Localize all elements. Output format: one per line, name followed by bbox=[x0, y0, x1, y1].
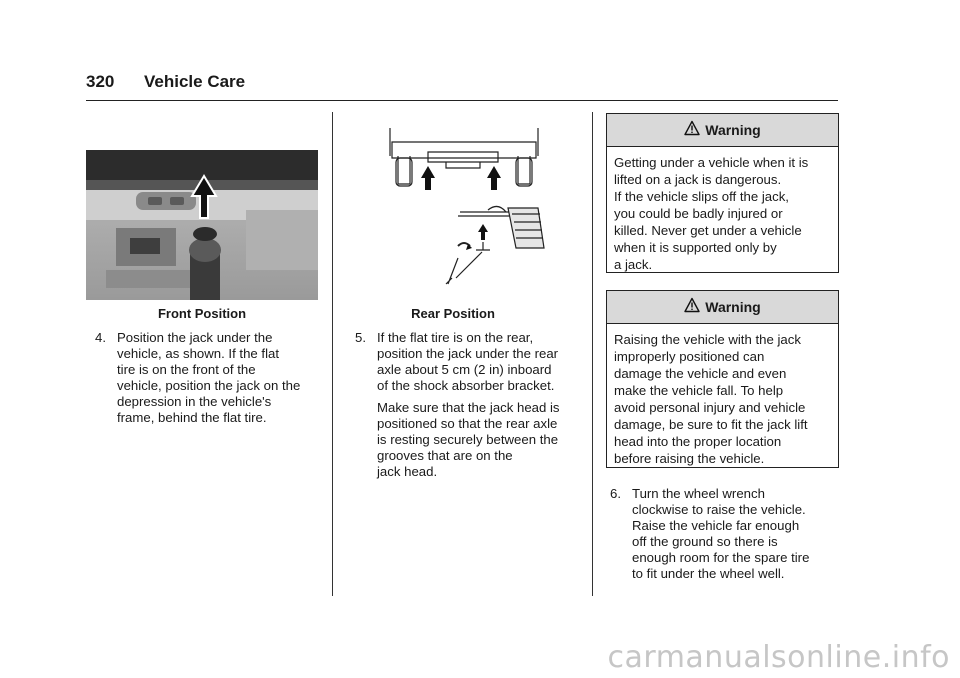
front-position-caption: Front Position bbox=[157, 306, 247, 321]
warning-box-1 bbox=[606, 113, 839, 273]
step-number: 4. bbox=[95, 330, 106, 345]
up-arrow-icon bbox=[421, 166, 435, 190]
warning-line: avoid personal injury and vehicle bbox=[614, 400, 806, 415]
column-divider-left bbox=[332, 112, 333, 596]
rear-position-illustration bbox=[388, 128, 548, 288]
warning-triangle-icon bbox=[684, 120, 700, 141]
warning-body bbox=[607, 147, 838, 279]
watermark: carmanualsonline.info bbox=[607, 640, 950, 675]
paragraph-line: positioned so that the rear axle bbox=[377, 416, 558, 431]
warning-title: Warning bbox=[705, 299, 761, 315]
paragraph-line: Make sure that the jack head is bbox=[377, 400, 560, 415]
step-number: 5. bbox=[355, 330, 366, 345]
step-line: tire is on the front of the bbox=[117, 362, 256, 377]
warning-body bbox=[607, 324, 838, 473]
warning-header bbox=[607, 291, 838, 324]
step-line: of the shock absorber bracket. bbox=[377, 378, 555, 393]
warning-line: make the vehicle fall. To help bbox=[614, 383, 784, 398]
jack-head-paragraph bbox=[377, 400, 587, 480]
warning-line: damage, be sure to fit the jack lift bbox=[614, 417, 808, 432]
rear-position-caption: Rear Position bbox=[411, 306, 495, 321]
warning-line: Raising the vehicle with the jack bbox=[614, 332, 801, 347]
warning-line: when it is supported only by bbox=[614, 240, 777, 255]
step-line: position the jack under the rear bbox=[377, 346, 559, 361]
step-line: vehicle, as shown. If the flat bbox=[117, 346, 279, 361]
warning-line: before raising the vehicle. bbox=[614, 451, 765, 466]
warning-line: improperly positioned can bbox=[614, 349, 765, 364]
page-number: 320 bbox=[86, 72, 115, 91]
page-header bbox=[86, 72, 838, 101]
step-number: 6. bbox=[610, 486, 621, 501]
warning-line: a jack. bbox=[614, 257, 653, 272]
step-line: to fit under the wheel well. bbox=[632, 566, 785, 581]
warning-title: Warning bbox=[705, 122, 761, 138]
step-line: depression in the vehicle's bbox=[117, 394, 272, 409]
step-line: clockwise to raise the vehicle. bbox=[632, 502, 806, 517]
up-arrow-icon bbox=[487, 166, 501, 190]
section-title: Vehicle Care bbox=[144, 72, 246, 91]
step-line: enough room for the spare tire bbox=[632, 550, 810, 565]
step-line: Turn the wheel wrench bbox=[632, 486, 765, 501]
step-line: off the ground so there is bbox=[632, 534, 778, 549]
paragraph-line: is resting securely between the bbox=[377, 432, 559, 447]
warning-line: If the vehicle slips off the jack, bbox=[614, 189, 789, 204]
paragraph-line: grooves that are on the bbox=[377, 448, 513, 463]
column-divider-right bbox=[592, 112, 593, 596]
step-line: frame, behind the flat tire. bbox=[117, 410, 267, 425]
warning-line: damage the vehicle and even bbox=[614, 366, 787, 381]
front-position-photo bbox=[86, 150, 318, 300]
warning-line: killed. Never get under a vehicle bbox=[614, 223, 802, 238]
step-line: axle about 5 cm (2 in) inboard bbox=[377, 362, 552, 377]
step-line: Position the jack under the bbox=[117, 330, 273, 345]
up-arrow-icon bbox=[478, 224, 488, 240]
warning-line: head into the proper location bbox=[614, 434, 782, 449]
warning-line: lifted on a jack is dangerous. bbox=[614, 172, 782, 187]
warning-triangle-icon bbox=[684, 297, 700, 318]
step-line: vehicle, position the jack on the bbox=[117, 378, 301, 393]
step-line: If the flat tire is on the rear, bbox=[377, 330, 534, 345]
warning-line: you could be badly injured or bbox=[614, 206, 783, 221]
warning-line: Getting under a vehicle when it is bbox=[614, 155, 809, 170]
step-line: Raise the vehicle far enough bbox=[632, 518, 800, 533]
warning-box-2 bbox=[606, 290, 839, 468]
warning-header bbox=[607, 114, 838, 147]
paragraph-line: jack head. bbox=[377, 464, 438, 479]
